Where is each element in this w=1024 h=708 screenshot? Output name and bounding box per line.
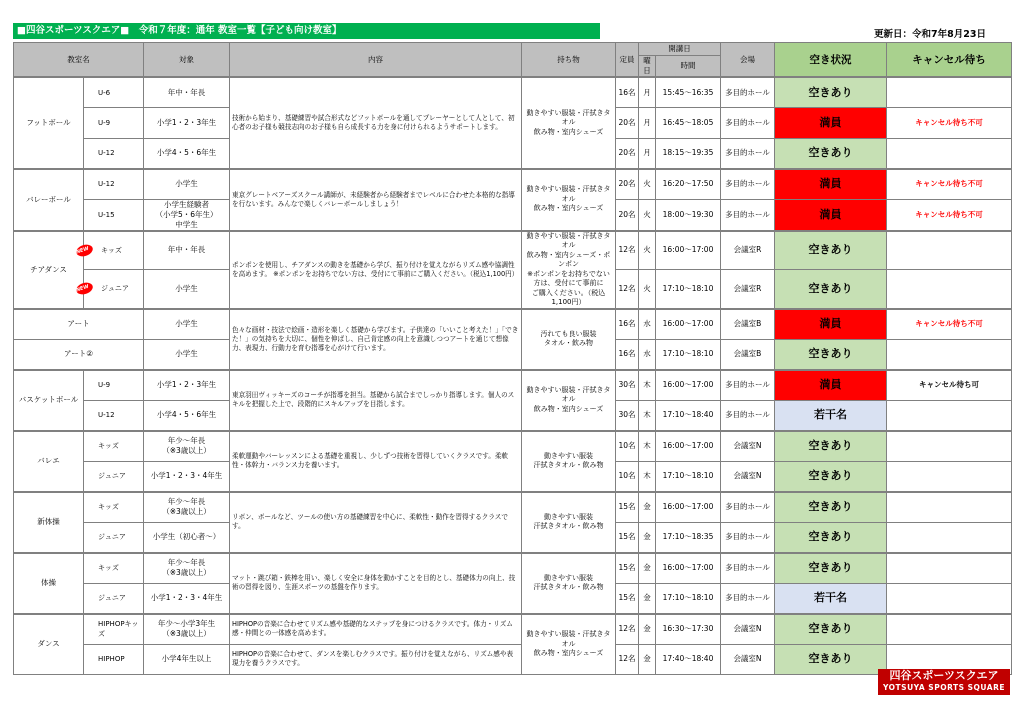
class-name: アート② bbox=[14, 339, 144, 370]
venue-cell: 会議室N bbox=[721, 461, 775, 492]
day-cell: 水 bbox=[639, 339, 656, 370]
target-cell: 年中・年長 bbox=[144, 77, 230, 108]
venue-cell: 多目的ホール bbox=[721, 169, 775, 200]
content-cell: 柔軟運動やバーレッスンによる基礎を重視し、少しずつ技術を習得していくクラスです。柔軟性・体幹力・バランス力を養います。 bbox=[230, 431, 522, 492]
col-header-day: 曜日 bbox=[639, 56, 656, 78]
day-cell: 木 bbox=[639, 461, 656, 492]
venue-cell: 多目的ホール bbox=[721, 199, 775, 231]
cancel-wait-cell bbox=[887, 461, 1012, 492]
cancel-wait-cell: キャンセル待ち不可 bbox=[887, 169, 1012, 200]
status-badge: 空きあり bbox=[775, 644, 887, 675]
class-name bbox=[84, 492, 144, 523]
target-cell: 年少〜年長 （※3歳以上） bbox=[144, 492, 230, 523]
items-cell: 動きやすい服装・汗拭きタオル 飲み物・室内シューズ bbox=[522, 77, 616, 169]
capacity-cell: 30名 bbox=[616, 370, 639, 401]
venue-cell: 会議室B bbox=[721, 339, 775, 370]
table-row bbox=[14, 644, 1012, 675]
target-cell: 小学4年生以上 bbox=[144, 644, 230, 675]
cancel-wait-cell bbox=[887, 614, 1012, 645]
table-row bbox=[14, 231, 1012, 270]
venue-cell: 多目的ホール bbox=[721, 108, 775, 139]
day-cell: 水 bbox=[639, 309, 656, 340]
class-name-label: U-12 bbox=[98, 180, 115, 188]
brand-logo bbox=[878, 669, 1010, 695]
capacity-cell: 12名 bbox=[616, 644, 639, 675]
status-badge: 満員 bbox=[775, 108, 887, 139]
status-badge: 若干名 bbox=[775, 583, 887, 614]
time-cell: 17:10〜18:10 bbox=[656, 583, 721, 614]
section-name: バレエ bbox=[14, 431, 84, 492]
status-badge: 満員 bbox=[775, 309, 887, 340]
day-cell: 金 bbox=[639, 553, 656, 584]
col-header-schedule: 開講日 bbox=[639, 43, 721, 56]
cancel-wait-cell bbox=[887, 492, 1012, 523]
content-cell: ポンポンを使用し、チアダンスの動きを基礎から学び、振り付けを覚えながらリズム感や協調性を高めます。 ※ポンポンをお持ちでない方は、受付にて事前にご購入ください。（税込1,100円） bbox=[230, 231, 522, 309]
venue-cell: 多目的ホール bbox=[721, 553, 775, 584]
target-cell: 小学1・2・3・4年生 bbox=[144, 583, 230, 614]
day-cell: 木 bbox=[639, 431, 656, 462]
status-badge: 空きあり bbox=[775, 522, 887, 553]
col-header-cancel-wait: キャンセル待ち bbox=[887, 43, 1012, 78]
table-row bbox=[14, 77, 1012, 108]
cancel-wait-cell bbox=[887, 270, 1012, 309]
time-cell: 17:10〜18:10 bbox=[656, 461, 721, 492]
cancel-wait-cell bbox=[887, 431, 1012, 462]
class-name bbox=[75, 270, 144, 309]
day-cell: 木 bbox=[639, 400, 656, 431]
target-cell: 小学生経験者 （小学5・6年生） 中学生 bbox=[144, 199, 230, 231]
content-cell: HIPHOPの音楽に合わせてリズム感や基礎的なステップを身につけるクラスです。体力・リズム感・仲間との一体感を高めます。 bbox=[230, 614, 522, 645]
day-cell: 金 bbox=[639, 492, 656, 523]
venue-cell: 会議室N bbox=[721, 431, 775, 462]
venue-cell: 多目的ホール bbox=[721, 583, 775, 614]
time-cell: 16:00〜17:00 bbox=[656, 553, 721, 584]
class-name bbox=[84, 553, 144, 584]
target-cell: 小学4・5・6年生 bbox=[144, 400, 230, 431]
section-name: 新体操 bbox=[14, 492, 84, 553]
cancel-wait-cell bbox=[887, 231, 1012, 270]
time-cell: 15:45〜16:35 bbox=[656, 77, 721, 108]
brand-logo-jp: 四谷スポーツスクエア bbox=[889, 669, 999, 682]
table-row bbox=[14, 553, 1012, 584]
class-name bbox=[84, 199, 144, 231]
class-name-label: キッズ bbox=[98, 503, 119, 511]
status-badge: 空きあり bbox=[775, 138, 887, 169]
cancel-wait-cell bbox=[887, 400, 1012, 431]
cancel-wait-cell bbox=[887, 138, 1012, 169]
status-badge: 空きあり bbox=[775, 492, 887, 523]
capacity-cell: 16名 bbox=[616, 77, 639, 108]
day-cell: 月 bbox=[639, 108, 656, 139]
capacity-cell: 16名 bbox=[616, 339, 639, 370]
content-cell: 技術から始まり、基礎練習や試合形式などフットボールを通してプレーヤーとして人として、初心者のお子様も競技志向のお子様も自ら成長する力を身に付けられるようサポートします。 bbox=[230, 77, 522, 169]
capacity-cell: 15名 bbox=[616, 522, 639, 553]
class-name-label: U-15 bbox=[98, 210, 115, 219]
items-cell: 汚れても良い服装 タオル・飲み物 bbox=[522, 309, 616, 370]
class-name bbox=[84, 522, 144, 553]
target-cell: 小学生 bbox=[144, 309, 230, 340]
day-cell: 月 bbox=[639, 77, 656, 108]
items-cell: 動きやすい服装・汗拭きタオル 飲み物・室内シューズ bbox=[522, 614, 616, 675]
time-cell: 16:00〜17:00 bbox=[656, 431, 721, 462]
venue-cell: 会議室B bbox=[721, 309, 775, 340]
class-name bbox=[84, 77, 144, 108]
class-name-label: HIPHOPキッズ bbox=[98, 620, 139, 638]
status-badge: 空きあり bbox=[775, 270, 887, 309]
cancel-wait-cell bbox=[887, 77, 1012, 108]
cancel-wait-cell: キャンセル待ち不可 bbox=[887, 199, 1012, 231]
cancel-wait-cell: キャンセル待ち不可 bbox=[887, 108, 1012, 139]
day-cell: 金 bbox=[639, 614, 656, 645]
day-cell: 金 bbox=[639, 522, 656, 553]
content-cell: HIPHOPの音楽に合わせて、ダンスを楽しむクラスです。振り付けを覚えながら、リズム感や表現力を養うクラスです。 bbox=[230, 644, 522, 675]
class-name bbox=[84, 644, 144, 675]
capacity-cell: 12名 bbox=[616, 270, 639, 309]
day-cell: 木 bbox=[639, 370, 656, 401]
content-cell: リボン、ボールなど、ツールの使い方の基礎練習を中心に、柔軟性・動作を習得するクラスです。 bbox=[230, 492, 522, 553]
class-name bbox=[84, 614, 144, 645]
time-cell: 16:30〜17:30 bbox=[656, 614, 721, 645]
col-header-items: 持ち物 bbox=[522, 43, 616, 78]
venue-cell: 多目的ホール bbox=[721, 138, 775, 169]
new-badge: NEW bbox=[75, 281, 95, 297]
time-cell: 17:10〜18:40 bbox=[656, 400, 721, 431]
day-cell: 金 bbox=[639, 583, 656, 614]
table-row bbox=[14, 614, 1012, 645]
section-name: ダンス bbox=[14, 614, 84, 675]
class-name-label: キッズ bbox=[101, 246, 122, 255]
items-cell: 動きやすい服装 汗拭きタオル・飲み物 bbox=[522, 553, 616, 614]
time-cell: 17:10〜18:10 bbox=[656, 270, 721, 309]
col-header-venue: 会場 bbox=[721, 43, 775, 78]
capacity-cell: 20名 bbox=[616, 108, 639, 139]
day-cell: 火 bbox=[639, 270, 656, 309]
day-cell: 火 bbox=[639, 169, 656, 200]
capacity-cell: 15名 bbox=[616, 492, 639, 523]
items-cell: 動きやすい服装・汗拭きタオル 飲み物・室内シューズ・ポンポン ※ポンポンをお持ちでない方は、受付にて事前に ご購入ください。（税込1,100円） bbox=[522, 231, 616, 309]
capacity-cell: 12名 bbox=[616, 614, 639, 645]
venue-cell: 多目的ホール bbox=[721, 492, 775, 523]
class-schedule-table bbox=[13, 42, 1012, 675]
venue-cell: 多目的ホール bbox=[721, 522, 775, 553]
cancel-wait-cell: キャンセル待ち不可 bbox=[887, 309, 1012, 340]
time-cell: 18:00〜19:30 bbox=[656, 199, 721, 231]
time-cell: 16:00〜17:00 bbox=[656, 370, 721, 401]
items-cell: 動きやすい服装・汗拭きタオル 飲み物・室内シューズ bbox=[522, 370, 616, 431]
new-badge: NEW bbox=[75, 242, 95, 258]
cancel-wait-cell bbox=[887, 339, 1012, 370]
target-cell: 小学生 bbox=[144, 270, 230, 309]
class-name bbox=[84, 461, 144, 492]
venue-cell: 会議室N bbox=[721, 614, 775, 645]
items-cell: 動きやすい服装 汗拭きタオル・飲み物 bbox=[522, 492, 616, 553]
col-header-class-name: 教室名 bbox=[14, 43, 144, 78]
day-cell: 金 bbox=[639, 644, 656, 675]
target-cell: 小学1・2・3・4年生 bbox=[144, 461, 230, 492]
content-cell: 東京グレートベアーズスクール講師が、未経験者から経験者までレベルに合わせた本格的な指導を行ないます。みんなで楽しくバレーボールしましょう！ bbox=[230, 169, 522, 231]
table-row bbox=[14, 169, 1012, 200]
class-name-label: キッズ bbox=[98, 442, 119, 450]
capacity-cell: 10名 bbox=[616, 431, 639, 462]
class-name bbox=[84, 431, 144, 462]
class-name-label: ジュニア bbox=[98, 594, 126, 602]
col-header-content: 内容 bbox=[230, 43, 522, 78]
section-name: バレーボール bbox=[14, 169, 84, 231]
col-header-time: 時間 bbox=[656, 56, 721, 78]
table-row bbox=[14, 370, 1012, 401]
venue-cell: 多目的ホール bbox=[721, 370, 775, 401]
class-name bbox=[84, 583, 144, 614]
time-cell: 16:45〜18:05 bbox=[656, 108, 721, 139]
cancel-wait-cell bbox=[887, 553, 1012, 584]
updated-date: 更新日：令和7年8月23日 bbox=[874, 29, 986, 40]
content-cell: 東京羽田ヴィッキーズのコーチが指導を担当。基礎から試合までしっかり指導します。個人のスキルを把握した上で、段階的にスキルアップを目指します。 bbox=[230, 370, 522, 431]
status-badge: 空きあり bbox=[775, 614, 887, 645]
table-row bbox=[14, 431, 1012, 462]
status-badge: 空きあり bbox=[775, 553, 887, 584]
status-badge: 若干名 bbox=[775, 400, 887, 431]
class-name-label: ジュニア bbox=[98, 472, 126, 480]
class-name-label: キッズ bbox=[98, 564, 119, 572]
cancel-wait-cell bbox=[887, 583, 1012, 614]
content-cell: 色々な画材・技法で絵画・造形を楽しく基礎から学びます。子供達の「いいこと考えた！」「できた！」の気持ちを大切に、個性を伸ばし、自己肯定感の向上を意識しつつアートを通じて想像力、表現力、行動力を育む指導を心がけて行います。 bbox=[230, 309, 522, 370]
target-cell: 小学4・5・6年生 bbox=[144, 138, 230, 169]
class-name: アート bbox=[14, 309, 144, 340]
class-name bbox=[84, 108, 144, 139]
target-cell: 小学生 bbox=[144, 169, 230, 200]
cancel-wait-cell: キャンセル待ち可 bbox=[887, 370, 1012, 401]
status-badge: 空きあり bbox=[775, 431, 887, 462]
capacity-cell: 20名 bbox=[616, 138, 639, 169]
class-name bbox=[84, 370, 144, 401]
day-cell: 火 bbox=[639, 199, 656, 231]
time-cell: 16:00〜17:00 bbox=[656, 231, 721, 270]
class-name bbox=[84, 169, 144, 200]
capacity-cell: 16名 bbox=[616, 309, 639, 340]
section-name: チアダンス bbox=[14, 231, 84, 309]
time-cell: 17:10〜18:10 bbox=[656, 339, 721, 370]
capacity-cell: 30名 bbox=[616, 400, 639, 431]
status-badge: 満員 bbox=[775, 169, 887, 200]
capacity-cell: 20名 bbox=[616, 199, 639, 231]
time-cell: 16:00〜17:00 bbox=[656, 309, 721, 340]
table-row bbox=[14, 309, 1012, 340]
class-name bbox=[84, 400, 144, 431]
section-name: 体操 bbox=[14, 553, 84, 614]
target-cell: 小学生 bbox=[144, 339, 230, 370]
target-cell: 小学1・2・3年生 bbox=[144, 108, 230, 139]
status-badge: 空きあり bbox=[775, 339, 887, 370]
target-cell: 年中・年長 bbox=[144, 231, 230, 270]
target-cell: 小学1・2・3年生 bbox=[144, 370, 230, 401]
time-cell: 16:20〜17:50 bbox=[656, 169, 721, 200]
class-name bbox=[75, 231, 144, 270]
venue-cell: 多目的ホール bbox=[721, 400, 775, 431]
class-name-label: U-9 bbox=[98, 118, 111, 127]
capacity-cell: 15名 bbox=[616, 553, 639, 584]
items-cell: 動きやすい服装 汗拭きタオル・飲み物 bbox=[522, 431, 616, 492]
status-badge: 空きあり bbox=[775, 231, 887, 270]
class-name-label: ジュニア bbox=[101, 284, 129, 293]
time-cell: 16:00〜17:00 bbox=[656, 492, 721, 523]
class-name-label: U-12 bbox=[98, 411, 115, 419]
capacity-cell: 15名 bbox=[616, 583, 639, 614]
target-cell: 小学生（初心者〜） bbox=[144, 522, 230, 553]
table-row bbox=[14, 492, 1012, 523]
items-cell: 動きやすい服装・汗拭きタオル 飲み物・室内シューズ bbox=[522, 169, 616, 231]
time-cell: 17:10〜18:35 bbox=[656, 522, 721, 553]
target-cell: 年少〜年長 （※3歳以上） bbox=[144, 431, 230, 462]
class-name bbox=[84, 138, 144, 169]
day-cell: 火 bbox=[639, 231, 656, 270]
venue-cell: 会議室N bbox=[721, 644, 775, 675]
capacity-cell: 20名 bbox=[616, 169, 639, 200]
capacity-cell: 12名 bbox=[616, 231, 639, 270]
cancel-wait-cell bbox=[887, 522, 1012, 553]
status-badge: 満員 bbox=[775, 199, 887, 231]
venue-cell: 会議室R bbox=[721, 231, 775, 270]
class-name-label: U-6 bbox=[98, 88, 111, 97]
section-name: フットボール bbox=[14, 77, 84, 169]
venue-cell: 多目的ホール bbox=[721, 77, 775, 108]
day-cell: 月 bbox=[639, 138, 656, 169]
status-badge: 空きあり bbox=[775, 77, 887, 108]
target-cell: 年少〜小学3年生 （※3歳以上） bbox=[144, 614, 230, 645]
status-badge: 満員 bbox=[775, 370, 887, 401]
class-name-label: U-12 bbox=[98, 149, 115, 157]
status-badge: 空きあり bbox=[775, 461, 887, 492]
class-name-label: U-9 bbox=[98, 381, 111, 389]
section-name: バスケットボール bbox=[14, 370, 84, 431]
content-cell: マット・跳び箱・鉄棒を用い、楽しく安全に身体を動かすことを目的とし、基礎体力の向上、技術の習得を図り、生涯スポーツの基盤を作ります。 bbox=[230, 553, 522, 614]
col-header-capacity: 定員 bbox=[616, 43, 639, 78]
venue-cell: 会議室R bbox=[721, 270, 775, 309]
target-cell: 年少〜年長 （※3歳以上） bbox=[144, 553, 230, 584]
capacity-cell: 10名 bbox=[616, 461, 639, 492]
brand-logo-en: YOTSUYA SPORTS SQUARE bbox=[883, 683, 1005, 692]
col-header-availability: 空き状況 bbox=[775, 43, 887, 78]
time-cell: 18:15〜19:35 bbox=[656, 138, 721, 169]
col-header-target: 対象 bbox=[144, 43, 230, 78]
page-title: ■四谷スポーツスクエア■ 令和７年度：通年 教室一覧【子ども向け教室】 bbox=[13, 23, 600, 39]
class-name-label: ジュニア bbox=[98, 533, 126, 541]
time-cell: 17:40〜18:40 bbox=[656, 644, 721, 675]
class-name-label: HIPHOP bbox=[98, 655, 125, 664]
